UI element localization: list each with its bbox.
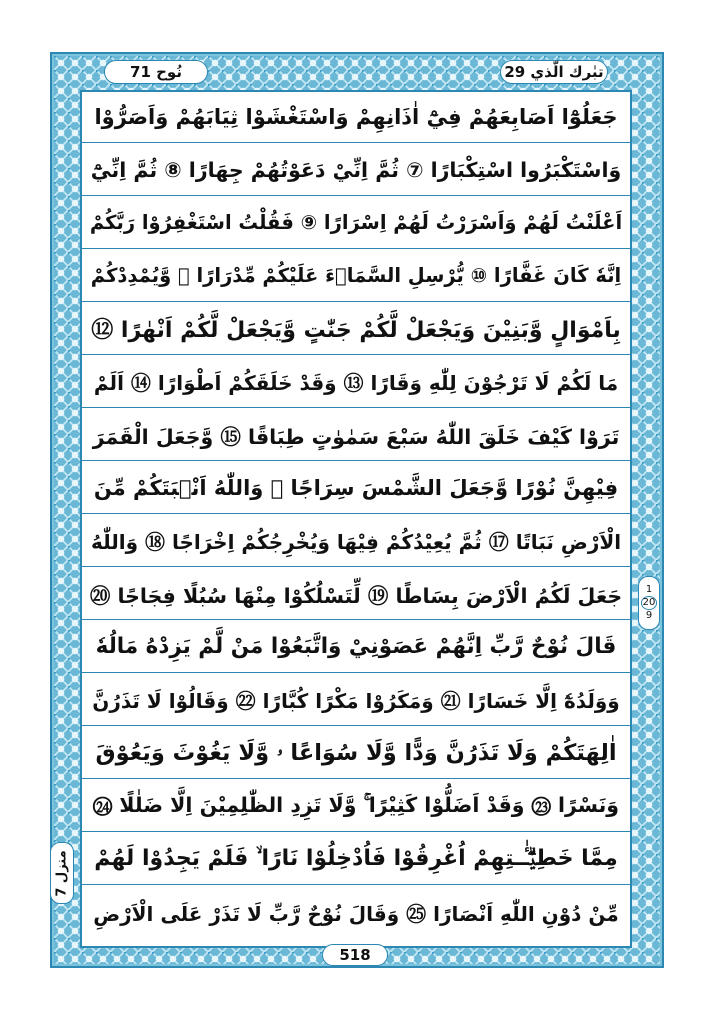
- text-line: [82, 304, 630, 355]
- text-line: [82, 357, 630, 408]
- surah-name-label: نُوح 71: [104, 60, 208, 84]
- manzil-marker: [50, 842, 74, 904]
- text-line: [82, 251, 630, 302]
- ruku-marker-middle: 20: [642, 597, 656, 608]
- line-text: اَعْلَنْتُ لَهُمْ وَاَسْرَرْتُ لَهُمْ اِسْرَارًا ⑨ فَقُلْتُ اسْتَغْفِرُوْا رَبَّكُمْ: [89, 211, 623, 235]
- text-line: [82, 92, 630, 143]
- line-text: وَوَلَدُهٗٓ اِلَّا خَسَارًا ㉑ وَمَكَرُوْا مَكْرًا كُبَّارًا ㉒ وَقَالُوْا لَا تَذَرُنَّ: [92, 689, 620, 714]
- line-text: فِيْهِنَّ نُوْرًا وَّجَعَلَ الشَّمْسَ سِرَاجًا ⑯ وَاللّٰهُ اَنْۢبَتَكُمْ مِّنَ: [93, 475, 619, 500]
- page-number: 518: [322, 944, 388, 966]
- juz-name-label: تبٰرك الّذي 29: [500, 60, 608, 84]
- text-line: [82, 516, 630, 567]
- text-line: [82, 463, 630, 514]
- ruku-marker-top: 1: [645, 584, 653, 595]
- text-line: [82, 622, 630, 673]
- text-line: [82, 198, 630, 249]
- line-text: اِنَّهٗ كَانَ غَفَّارًا ⑩ يُّرْسِلِ السَّمَاۗءَ عَلَيْكُمْ مِّدْرَارًا ⑪ وَّيُمْدِدْكُمْ: [90, 264, 622, 288]
- line-text: وَاسْتَكْبَرُوا اسْتِكْبَارًا ⑦ ثُمَّ اِنِّيْ دَعَوْتُهُمْ جِهَارًا ⑧ ثُمَّ اِنِّيْٓ: [90, 157, 622, 182]
- text-line: [82, 145, 630, 196]
- text-line: [82, 887, 630, 938]
- ruku-marker: [638, 576, 660, 630]
- text-line: [82, 781, 630, 832]
- text-line: [82, 728, 630, 779]
- line-text: بِاَمْوَالٍ وَّبَنِيْنَ وَيَجْعَلْ لَّكُمْ جَنّٰتٍ وَّيَجْعَلْ لَّكُمْ اَنْهٰرًا ⑫: [91, 318, 621, 344]
- line-text: مَا لَكُمْ لَا تَرْجُوْنَ لِلّٰهِ وَقَارًا ⑬ وَقَدْ خَلَقَكُمْ اَطْوَارًا ⑭ اَلَمْ: [93, 371, 619, 396]
- line-text: جَعَلَ لَكُمُ الْاَرْضَ بِسَاطًا ⑲ لِّتَسْلُكُوْا مِنْهَا سُبُلًا فِجَاجًا ⑳: [89, 583, 623, 608]
- text-line: [82, 569, 630, 620]
- text-line: [82, 834, 630, 885]
- text-line: [82, 410, 630, 461]
- line-text: الْاَرْضِ نَبَاتًا ⑰ ثُمَّ يُعِيْدُكُمْ فِيْهَا وَيُخْرِجُكُمْ اِخْرَاجًا ⑱ وَاللّٰهُ: [90, 530, 622, 555]
- line-text: قَالَ نُوْحٌ رَّبِّ اِنَّهُمْ عَصَوْنِيْ وَاتَّبَعُوْا مَنْ لَّمْ يَزِدْهُ مَالُهٗ: [95, 634, 617, 660]
- line-text: اٰلِهَتَكُمْ وَلَا تَذَرُنَّ وَدًّا وَّلَا سُوَاعًا ۥ وَّلَا يَغُوْثَ وَيَعُوْقَ: [95, 739, 617, 766]
- text-line: [82, 675, 630, 726]
- line-text: مِّنْ دُوْنِ اللّٰهِ اَنْصَارًا ㉕ وَقَالَ نُوْحٌ رَّبِّ لَا تَذَرْ عَلَى الْاَرْضِ: [93, 901, 619, 926]
- line-text: تَرَوْا كَيْفَ خَلَقَ اللّٰهُ سَبْعَ سَمٰوٰتٍ طِبَاقًا ⑮ وَّجَعَلَ الْقَمَرَ: [92, 424, 620, 449]
- line-text: وَنَسْرًا ㉓ وَقَدْ اَضَلُّوْا كَثِيْرًا ۚ وَّلَا تَزِدِ الظّٰلِمِيْنَ اِلَّا ضَلٰلًا ㉔: [92, 793, 620, 818]
- line-text: جَعَلُوْٓا اَصَابِعَهُمْ فِيْٓ اٰذَانِهِمْ وَاسْتَغْشَوْا ثِيَابَهُمْ وَاَصَرُّوْا: [94, 104, 618, 129]
- text-area: [80, 90, 632, 948]
- line-text: مِمَّا خَطِيْۗـٰٔـتِهِمْ اُغْرِقُوْا فَاُدْخِلُوْا نَارًا ۙ فَلَمْ يَجِدُوْا لَهُمْ: [94, 846, 618, 872]
- ruku-marker-bottom: 9: [645, 610, 653, 621]
- manzil-label: منزل 7: [54, 849, 70, 897]
